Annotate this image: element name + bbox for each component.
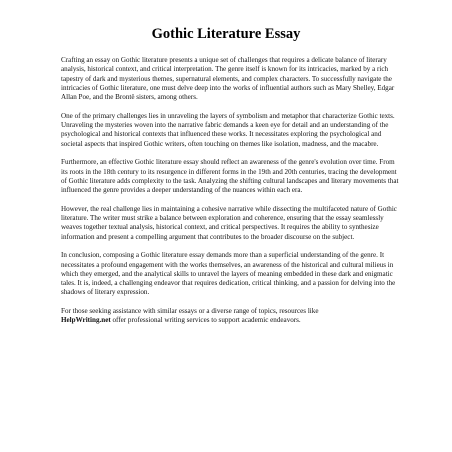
essay-paragraph-1: Crafting an essay on Gothic literature presents a unique set of challenges that requires a delicate balance of literary analysis, historical context, and critical interpretation. The genre itself is known for its intricacies, marked by a rich tapestry of dark and mysterious themes, supernatural elements, and complex characters. To successfully navigate the intricacies of Gothic literature, one must delve deep into the works of influential authors such as Mary Shelley, Edgar Allan Poe, and the Brontë sisters, among others. bbox=[61, 56, 395, 102]
closing-tail-text: offer professional writing services to support academic endeavors. bbox=[110, 316, 301, 325]
closing-paragraph bbox=[61, 307, 401, 326]
essay-paragraph-3: Furthermore, an effective Gothic literature essay should reflect an awareness of the genre's evolution over time. From its roots in the 18th century to its resurgence in different forms in the 19th and 20th centuries, tracing the development of Gothic literature adds complexity to the task. Analyzing the shifting cultural landscapes and literary movements that influenced the genre provides a deeper understanding of the nuances within each era. bbox=[61, 158, 399, 195]
closing-lead-text: For those seeking assistance with similar essays or a diverse range of topics, resources like bbox=[61, 307, 319, 316]
essay-paragraph-5: In conclusion, composing a Gothic literature essay demands more than a superficial understanding of the genre. It necessitates a profound engagement with the works themselves, an awareness of the historical and cultural milieus in which they emerged, and the analytical skills to unravel the layers of meaning embedded in these dark and enigmatic tales. It is, indeed, a challenging endeavor that requires dedication, critical thinking, and a passion for delving into the shadows of literary expression. bbox=[61, 251, 396, 297]
page-title: Gothic Literature Essay bbox=[151, 26, 301, 42]
essay-paragraph-4: However, the real challenge lies in maintaining a cohesive narrative while dissecting the multifaceted nature of Gothic literature. The writer must strike a balance between exploration and coherence, ensuring that the essay seamlessly weaves together textual analysis, historical context, and critical perspectives. It requires the ability to synthesize information and present a compelling argument that contributes to the broader discourse on the subject. bbox=[61, 204, 397, 241]
essay-paragraph-2: One of the primary challenges lies in unraveling the layers of symbolism and metaphor that characterize Gothic texts. Unraveling the mysteries woven into the narrative fabric demands a keen eye for detail and an understanding of the psychological and historical contexts that influenced these works. It necessitates exploring the psychological and societal aspects that inspired Gothic writers, often touching on themes like isolation, madness, and the macabre. bbox=[61, 111, 395, 148]
essay-body bbox=[61, 56, 401, 335]
helpwriting-site-name: HelpWriting.net bbox=[61, 316, 111, 325]
